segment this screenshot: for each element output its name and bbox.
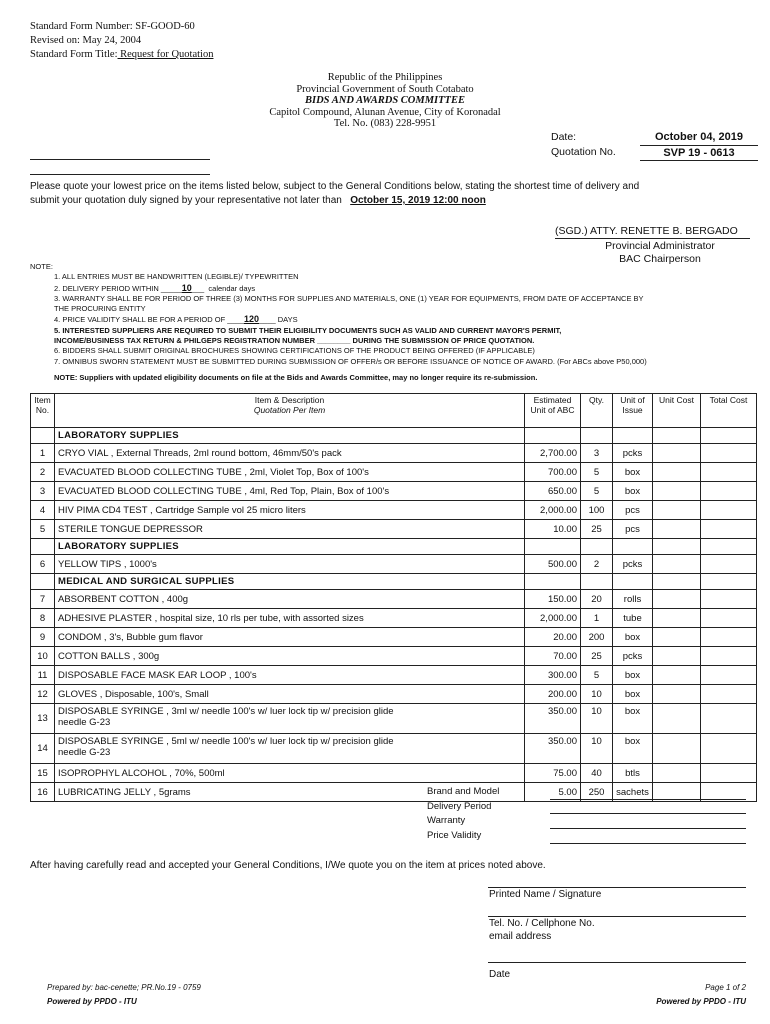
section-blank — [653, 428, 701, 444]
section-blank — [653, 539, 701, 555]
note-3b: THE PROCURING ENTITY — [54, 304, 146, 314]
item-unit: pcks — [613, 647, 653, 666]
section-blank — [31, 539, 55, 555]
brand-line[interactable] — [550, 799, 746, 800]
section-blank — [701, 574, 757, 590]
total-cost-cell[interactable] — [701, 628, 757, 647]
item-qty: 20 — [581, 590, 613, 609]
note-4: 4. PRICE VALIDITY SHALL BE FOR A PERIOD OF ____120____ DAYS — [54, 314, 298, 325]
powered-by-left: Powered by PPDO - ITU — [47, 997, 137, 1006]
item-description — [55, 647, 525, 666]
form-header — [30, 20, 213, 62]
item-no: 6 — [31, 555, 55, 574]
unit-cost-cell[interactable] — [653, 609, 701, 628]
header-unit: Unit of Issue — [613, 394, 653, 428]
item-description-text: LUBRICATING JELLY , 5grams — [58, 786, 191, 798]
note-2-b: calendar days — [208, 283, 256, 293]
unit-cost-cell[interactable] — [653, 444, 701, 463]
item-description-text: GLOVES , Disposable, 100's, Small — [58, 688, 209, 700]
item-abc: 5.00 — [525, 783, 581, 802]
header-qty: Qty. — [581, 394, 613, 428]
signature-line[interactable] — [488, 887, 746, 888]
table-row — [31, 685, 757, 704]
intro-line-2-text: submit your quotation duly signed by your representative not later than — [30, 195, 342, 206]
item-qty: 25 — [581, 647, 613, 666]
item-qty: 40 — [581, 764, 613, 783]
signatory-name: (SGD.) ATTY. RENETTE B. BERGADO — [555, 225, 738, 237]
agency-line-1: Republic of the Philippines — [327, 72, 443, 83]
item-no: 12 — [31, 685, 55, 704]
warranty-label: Warranty — [427, 815, 466, 827]
item-unit: pcks — [613, 444, 653, 463]
validity-line[interactable] — [550, 843, 746, 844]
item-qty: 25 — [581, 520, 613, 539]
section-blank — [525, 428, 581, 444]
notes-label: NOTE: — [30, 262, 53, 271]
prepared-by: Prepared by: bac-cenette; PR.No.19 - 0759 — [47, 983, 201, 992]
item-description — [55, 734, 525, 764]
item-abc: 10.00 — [525, 520, 581, 539]
item-description — [55, 704, 525, 734]
powered-by-right: Powered by PPDO - ITU — [656, 997, 746, 1006]
signatory-title-1: Provincial Administrator — [605, 240, 715, 252]
item-unit: btls — [613, 764, 653, 783]
item-description-text: ABSORBENT COTTON , 400g — [58, 593, 189, 605]
item-no: 14 — [31, 734, 55, 764]
delivery-period-label: Delivery Period — [427, 800, 492, 812]
item-description — [55, 463, 525, 482]
header-desc-1: Item & Description — [254, 395, 325, 405]
item-description — [55, 501, 525, 520]
item-description — [55, 666, 525, 685]
item-description-text: YELLOW TIPS , 1000's — [58, 558, 157, 570]
signatory-underline — [555, 238, 750, 239]
unit-cost-cell[interactable] — [653, 482, 701, 501]
item-description — [55, 590, 525, 609]
section-title: MEDICAL AND SURGICAL SUPPLIES — [55, 574, 525, 590]
item-unit: pcs — [613, 501, 653, 520]
blank-line-1 — [30, 159, 210, 160]
table-row — [31, 764, 757, 783]
form-title-label: Standard Form Title: — [30, 49, 118, 60]
acceptance-text: After having carefully read and accepted your General Conditions, I/We quote you on the item at prices noted above. — [30, 860, 546, 871]
total-cost-cell[interactable] — [701, 555, 757, 574]
form-title — [30, 48, 213, 62]
item-abc: 650.00 — [525, 482, 581, 501]
item-no: 7 — [31, 590, 55, 609]
item-description-text: CONDOM , 3's, Bubble gum flavor — [58, 631, 203, 643]
table-row — [31, 590, 757, 609]
note-4-a: 4. PRICE VALIDITY SHALL BE FOR A PERIOD OF — [54, 315, 226, 325]
note-5b: INCOME/BUSINESS TAX RETURN & PHILGEPS REGISTRATION NUMBER ________ DURING THE SUBMISSION OF PRICE QUOTATION. — [54, 336, 535, 346]
item-qty: 1 — [581, 609, 613, 628]
table-row — [31, 734, 757, 764]
item-qty: 10 — [581, 685, 613, 704]
item-no: 15 — [31, 764, 55, 783]
total-cost-cell[interactable] — [701, 444, 757, 463]
item-abc: 2,000.00 — [525, 501, 581, 520]
unit-cost-cell[interactable] — [653, 734, 701, 764]
header-abc: Estimated Unit of ABC — [525, 394, 581, 428]
total-cost-cell[interactable] — [701, 463, 757, 482]
section-blank — [653, 574, 701, 590]
section-blank — [613, 574, 653, 590]
unit-cost-cell[interactable] — [653, 704, 701, 734]
table-row — [31, 647, 757, 666]
unit-cost-cell[interactable] — [653, 764, 701, 783]
item-description-text-2: needle G-23 — [58, 747, 111, 758]
intro-line-1: Please quote your lowest price on the items listed below, subject to the General Conditions below, stating the shortest time of delivery and — [30, 181, 640, 192]
item-abc: 2,700.00 — [525, 444, 581, 463]
table-row — [31, 501, 757, 520]
item-abc: 350.00 — [525, 704, 581, 734]
unit-cost-cell[interactable] — [653, 647, 701, 666]
item-no: 4 — [31, 501, 55, 520]
note-2-value: 10 — [181, 282, 192, 293]
total-cost-cell[interactable] — [701, 685, 757, 704]
item-description-text: DISPOSABLE SYRINGE , 5ml w/ needle 100's w/ luer lock tip w/ precision glide — [58, 736, 394, 747]
note-7: 7. OMNIBUS SWORN STATEMENT MUST BE SUBMITTED DURING SUBMISSION OF OFFER/s OR BEFORE ISSUANCE OF NOTICE OF AWARD. (For ABCs above P50,000) — [54, 356, 647, 366]
table-row — [31, 482, 757, 501]
item-no: 11 — [31, 666, 55, 685]
header-description — [55, 394, 525, 428]
note-4-b: DAYS — [277, 315, 298, 325]
email-label: email address — [489, 931, 552, 942]
agency-header — [0, 72, 770, 130]
notes-section — [30, 262, 740, 383]
note-2-a: 2. DELIVERY PERIOD WITHIN — [54, 283, 159, 293]
note-3a: 3. WARRANTY SHALL BE FOR PERIOD OF THREE (3) MONTHS FOR SUPPLIES AND MATERIALS, ONE (1) YEAR FOR EQUIPMENTS, FROM DATE OF ACCEPTANCE BY — [54, 293, 644, 303]
table-row — [31, 444, 757, 463]
section-title: LABORATORY SUPPLIES — [55, 539, 525, 555]
section-row — [31, 428, 757, 444]
item-qty: 10 — [581, 734, 613, 764]
brand-model-label: Brand and Model — [427, 786, 500, 797]
eligibility-note: NOTE: Suppliers with updated eligibility documents on file at the Bids and Awards Committee, may no longer require its re-submission. — [54, 372, 538, 382]
item-abc: 500.00 — [525, 555, 581, 574]
item-no: 9 — [31, 628, 55, 647]
section-row — [31, 574, 757, 590]
note-5a: 5. INTERESTED SUPPLIERS ARE REQUIRED TO SUBMIT THEIR ELIGIBILITY DOCUMENTS SUCH AS VALID AND CURRENT MAYOR'S PERMIT, — [54, 325, 562, 335]
item-unit: box — [613, 628, 653, 647]
agency-line-2: Provincial Government of South Cotabato — [296, 83, 474, 95]
item-description-text: DISPOSABLE SYRINGE , 3ml w/ needle 100's w/ luer lock tip w/ precision glide — [58, 706, 394, 717]
total-cost-cell[interactable] — [701, 590, 757, 609]
section-row — [31, 539, 757, 555]
item-qty: 100 — [581, 501, 613, 520]
item-unit: box — [613, 666, 653, 685]
header-desc-2: Quotation Per Item — [253, 404, 326, 415]
item-no: 13 — [31, 704, 55, 734]
form-revised: Revised on: May 24, 2004 — [30, 35, 142, 46]
item-abc: 2,000.00 — [525, 609, 581, 628]
section-blank — [581, 539, 613, 555]
total-cost-cell[interactable] — [701, 734, 757, 764]
total-cost-cell[interactable] — [701, 704, 757, 734]
item-abc: 70.00 — [525, 647, 581, 666]
section-blank — [581, 428, 613, 444]
item-qty: 3 — [581, 444, 613, 463]
unit-cost-cell[interactable] — [653, 463, 701, 482]
item-unit: tube — [613, 609, 653, 628]
item-qty: 5 — [581, 666, 613, 685]
date-line[interactable] — [488, 962, 746, 963]
item-description-text: EVACUATED BLOOD COLLECTING TUBE , 4ml, Red Top, Plain, Box of 100's — [58, 485, 390, 497]
table-row — [31, 609, 757, 628]
item-description-text: ADHESIVE PLASTER , hospital size, 10 rls per tube, with assorted sizes — [58, 612, 364, 624]
unit-cost-cell[interactable] — [653, 666, 701, 685]
item-description — [55, 555, 525, 574]
item-unit: box — [613, 685, 653, 704]
item-abc: 350.00 — [525, 734, 581, 764]
date-label: Date: — [551, 131, 577, 143]
section-blank — [701, 539, 757, 555]
item-abc: 300.00 — [525, 666, 581, 685]
quotation-value: SVP 19 - 0613 — [663, 147, 735, 159]
item-description — [55, 628, 525, 647]
item-description — [55, 764, 525, 783]
section-blank — [701, 428, 757, 444]
section-blank — [613, 539, 653, 555]
item-description-text: STERILE TONGUE DEPRESSOR — [58, 523, 203, 535]
item-description — [55, 609, 525, 628]
total-cost-cell[interactable] — [701, 764, 757, 783]
item-no: 16 — [31, 783, 55, 802]
total-cost-cell[interactable] — [701, 501, 757, 520]
form-title-value: Request for Quotation — [117, 49, 214, 60]
unit-cost-cell[interactable] — [653, 555, 701, 574]
section-blank — [525, 574, 581, 590]
item-abc: 75.00 — [525, 764, 581, 783]
agency-line-3: BIDS AND AWARDS COMMITTEE — [305, 95, 465, 106]
item-no: 5 — [31, 520, 55, 539]
tel-label: Tel. No. / Cellphone No. — [489, 918, 595, 929]
form-number: Standard Form Number: SF-GOOD-60 — [30, 21, 195, 32]
quotation-label: Quotation No. — [551, 146, 616, 158]
price-validity-label: Price Validity — [427, 829, 482, 841]
item-abc: 20.00 — [525, 628, 581, 647]
table-row — [31, 704, 757, 734]
section-title: LABORATORY SUPPLIES — [55, 428, 525, 444]
item-qty: 200 — [581, 628, 613, 647]
table-row — [31, 628, 757, 647]
bottom-fields — [427, 785, 499, 843]
page-number: Page 1 of 2 — [705, 983, 746, 992]
date-value: October 04, 2019 — [654, 131, 744, 143]
note-4-value: 120 — [243, 314, 259, 325]
table-row — [31, 666, 757, 685]
item-no: 8 — [31, 609, 55, 628]
unit-cost-cell[interactable] — [653, 628, 701, 647]
section-blank — [31, 428, 55, 444]
table-row — [31, 463, 757, 482]
date-underline — [640, 145, 758, 146]
item-description-text: CRYO VIAL , External Threads, 2ml round bottom, 46mm/50's pack — [58, 447, 342, 459]
agency-line-5: Tel. No. (083) 228-9951 — [333, 118, 437, 129]
item-description — [55, 685, 525, 704]
item-abc: 150.00 — [525, 590, 581, 609]
item-unit: box — [613, 734, 653, 764]
item-unit: box — [613, 482, 653, 501]
intro-line-2 — [30, 194, 740, 208]
quotation-underline — [640, 160, 758, 161]
header-total-cost: Total Cost — [701, 394, 757, 428]
table-row — [31, 520, 757, 539]
item-description-text: COTTON BALLS , 300g — [58, 650, 160, 662]
item-no: 3 — [31, 482, 55, 501]
intro-text — [30, 180, 740, 208]
section-blank — [525, 539, 581, 555]
item-unit: pcks — [613, 555, 653, 574]
item-description — [55, 444, 525, 463]
item-description-text: ISOPROPHYL ALCOHOL , 70%, 500ml — [58, 767, 225, 779]
note-2: 2. DELIVERY PERIOD WITHIN _____10___ calendar days — [54, 282, 256, 293]
item-qty: 5 — [581, 482, 613, 501]
agency-line-4: Capitol Compound, Alunan Avenue, City of Koronadal — [269, 106, 501, 118]
note-1: 1. ALL ENTRIES MUST BE HANDWRITTEN (LEGIBLE)/ TYPEWRITTEN — [54, 272, 299, 282]
total-cost-cell[interactable] — [701, 520, 757, 539]
item-unit: sachets — [613, 783, 653, 802]
item-abc: 200.00 — [525, 685, 581, 704]
item-no: 10 — [31, 647, 55, 666]
item-qty: 250 — [581, 783, 613, 802]
table-header-row — [31, 394, 757, 428]
table-row — [31, 555, 757, 574]
total-cost-cell[interactable] — [701, 666, 757, 685]
item-no: 1 — [31, 444, 55, 463]
item-qty: 2 — [581, 555, 613, 574]
header-unit-cost: Unit Cost — [653, 394, 701, 428]
deadline: October 15, 2019 12:00 noon — [350, 195, 486, 206]
item-qty: 5 — [581, 463, 613, 482]
item-unit: rolls — [613, 590, 653, 609]
header-item-no: Item No. — [31, 394, 55, 428]
item-description-text: DISPOSABLE FACE MASK EAR LOOP , 100's — [58, 669, 257, 681]
item-description — [55, 482, 525, 501]
item-description — [55, 520, 525, 539]
total-cost-cell[interactable] — [701, 609, 757, 628]
section-blank — [581, 574, 613, 590]
delivery-line[interactable] — [550, 813, 746, 814]
unit-cost-cell[interactable] — [653, 590, 701, 609]
item-unit: box — [613, 704, 653, 734]
item-abc: 700.00 — [525, 463, 581, 482]
section-blank — [31, 574, 55, 590]
printed-name-label: Printed Name / Signature — [489, 889, 602, 900]
item-unit: box — [613, 463, 653, 482]
total-cost-cell[interactable] — [701, 482, 757, 501]
item-no: 2 — [31, 463, 55, 482]
date-field-label: Date — [489, 969, 511, 980]
section-blank — [613, 428, 653, 444]
note-6: 6. BIDDERS SHALL SUBMIT ORIGINAL BROCHURES SHOWING CERTIFICATIONS OF THE PRODUCT BEING OFFERED (IF APPLICABLE) — [54, 346, 535, 356]
warranty-line[interactable] — [550, 828, 746, 829]
tel-line[interactable] — [488, 916, 746, 917]
item-description-text: EVACUATED BLOOD COLLECTING TUBE , 2ml, Violet Top, Box of 100's — [58, 466, 369, 478]
item-unit: pcs — [613, 520, 653, 539]
item-description-text: HIV PIMA CD4 TEST , Cartridge Sample vol 25 micro liters — [58, 504, 306, 516]
total-cost-cell[interactable] — [701, 647, 757, 666]
items-table — [30, 393, 757, 802]
unit-cost-cell[interactable] — [653, 520, 701, 539]
unit-cost-cell[interactable] — [653, 685, 701, 704]
blank-line-2 — [30, 174, 210, 175]
item-qty: 10 — [581, 704, 613, 734]
signatory-title-2: BAC Chairperson — [619, 253, 701, 265]
unit-cost-cell[interactable] — [653, 501, 701, 520]
item-description-text-2: needle G-23 — [58, 717, 111, 728]
